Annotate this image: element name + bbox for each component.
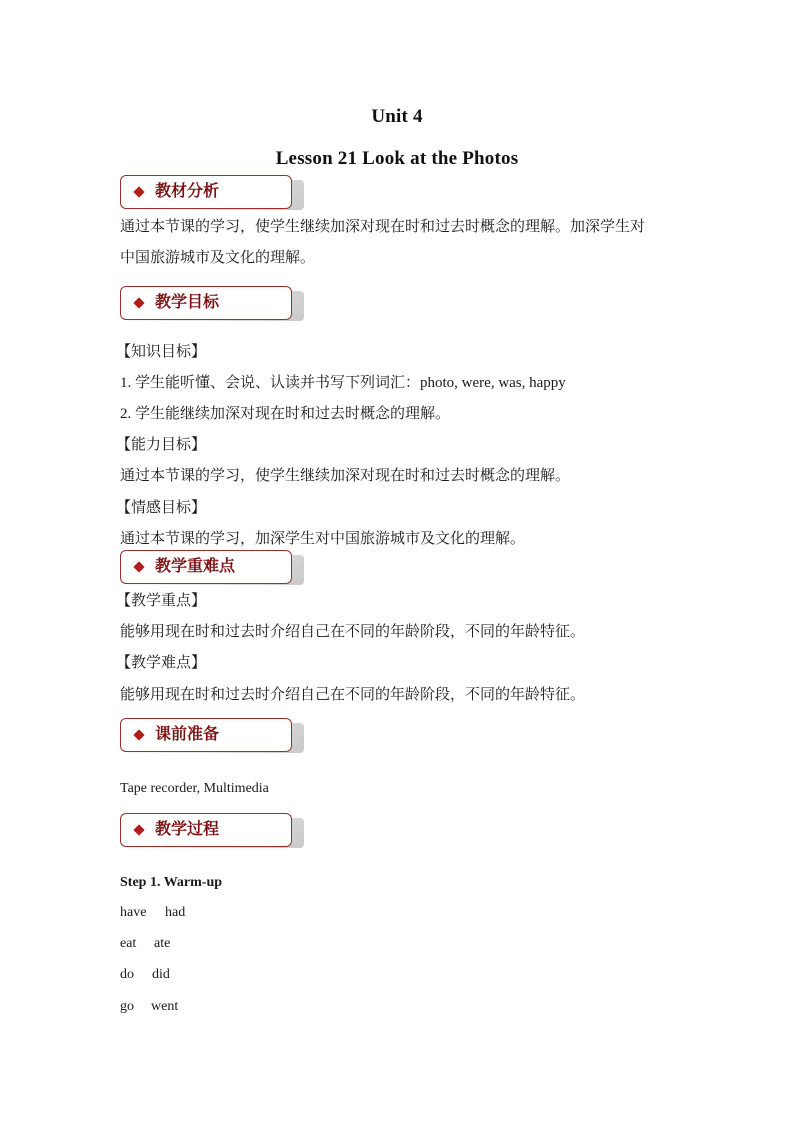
section-heading-preparation [120, 718, 292, 752]
ability-text: 通过本节课的学习，使学生继续加深对现在时和过去时概念的理解。 [120, 468, 571, 484]
difficulty-text: 能够用现在时和过去时介绍自己在不同的年龄阶段，不同的年龄特征。 [120, 687, 586, 703]
section-heading-key-points [120, 550, 292, 584]
verb-past: did [152, 967, 170, 982]
section-heading-label: 教学过程 [155, 821, 220, 838]
knowledge-label: 【知识目标】 [116, 344, 207, 360]
step1-title: Step 1. Warm-up [120, 875, 223, 890]
emotion-label: 【情感目标】 [116, 500, 207, 516]
diamond-icon [133, 297, 144, 308]
section-heading-label: 课前准备 [155, 726, 220, 743]
diamond-icon [133, 824, 144, 835]
verb-past: had [165, 905, 186, 920]
difficulty-label: 【教学难点】 [116, 655, 207, 671]
focus-label: 【教学重点】 [116, 593, 207, 609]
diamond-icon [133, 561, 144, 572]
verb-past: went [151, 999, 179, 1014]
knowledge-item-1: 1. 学生能听懂、会说、认读并书写下列词汇：photo, were, was, happy [120, 375, 566, 391]
section-heading-label: 教材分析 [155, 183, 220, 200]
verb-past: ate [154, 936, 171, 951]
verb-present: have [120, 905, 147, 920]
diamond-icon [133, 186, 144, 197]
section-heading-objectives [120, 286, 292, 320]
verb-present: go [120, 999, 134, 1014]
ability-label: 【能力目标】 [116, 437, 207, 453]
section-heading-analysis [120, 175, 292, 209]
verb-present: eat [120, 936, 137, 951]
section-heading-label: 教学目标 [155, 294, 220, 311]
unit-title: Unit 4 [371, 106, 423, 127]
section-heading-process [120, 813, 292, 847]
lesson-title: Lesson 21 Look at the Photos [275, 148, 519, 169]
verb-present: do [120, 967, 134, 982]
focus-text: 能够用现在时和过去时介绍自己在不同的年龄阶段，不同的年龄特征。 [120, 624, 586, 640]
analysis-text-line2: 中国旅游城市及文化的理解。 [120, 250, 316, 266]
section-heading-label: 教学重难点 [155, 558, 236, 575]
emotion-text: 通过本节课的学习，加深学生对中国旅游城市及文化的理解。 [120, 531, 526, 547]
analysis-text-line1: 通过本节课的学习，使学生继续加深对现在时和过去时概念的理解。加深学生对 [120, 219, 646, 235]
diamond-icon [133, 729, 144, 740]
knowledge-item-2: 2. 学生能继续加深对现在时和过去时概念的理解。 [120, 406, 451, 422]
preparation-text: Tape recorder, Multimedia [120, 781, 269, 796]
